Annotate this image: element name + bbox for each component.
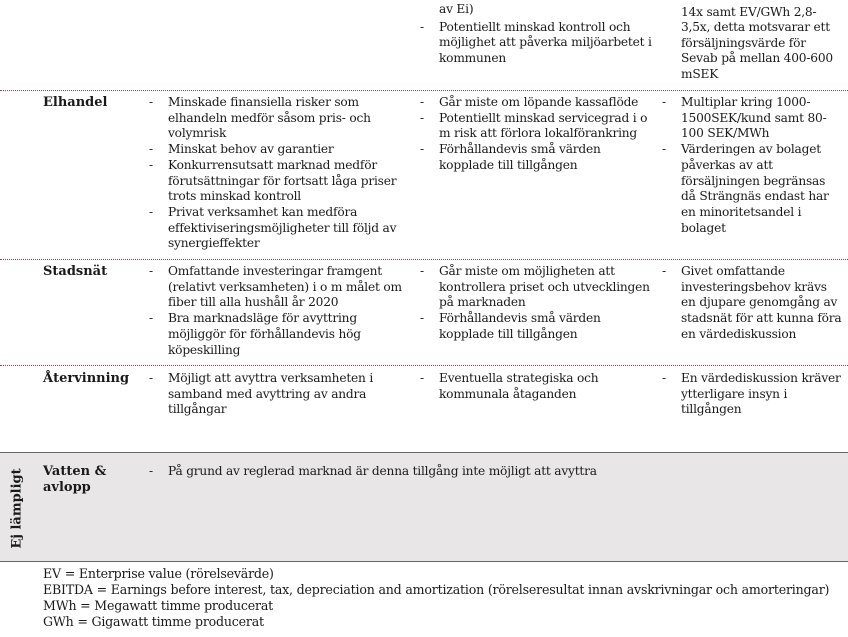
list-item: - Konkurrensutsatt marknad medför förutsättningar för fortsatt låga priser trots minskad kontroll <box>168 158 403 205</box>
footnote: EBITDA = Earnings before interest, tax, depreciation and amortization (rörelseresultat innan avskrivningar och amorteringar) <box>43 582 830 597</box>
row-separator <box>0 259 848 260</box>
list-item: - Potentiellt minskad servicegrad i o m risk att förlora lokalförankring <box>439 111 654 142</box>
footnotes <box>43 566 843 630</box>
list-item: - Möjligt att avyttra verksamheten i samband med avyttring av andra tillgångar <box>168 371 388 418</box>
list-item: - Går miste om löpande kassaflöde <box>439 95 654 111</box>
list-item: - Bra marknadsläge för avyttring möjliggör för förhållandevis hög köpeskilling <box>168 311 403 358</box>
elhandel-valuation <box>681 95 841 236</box>
vatten-avlopp-text <box>168 464 808 480</box>
top-partial-valuation: 14x samt EV/GWh 2,8-3,5x, detta motsvarar ett försäljningsvärde för Sevab på mellan 400-600 mSEK <box>681 5 833 81</box>
atervinning-disadvantages <box>439 371 629 402</box>
footnote: EV = Enterprise value (rörelsevärde) <box>43 566 274 581</box>
row-title-stadsnat: Stadsnät <box>43 264 108 279</box>
stadsnat-disadvantages <box>439 264 654 343</box>
elhandel-disadvantages <box>439 95 654 174</box>
row-title-atervinning: Återvinning <box>43 371 130 386</box>
list-item: - På grund av reglerad marknad är denna tillgång inte möjligt att avyttra <box>168 464 808 480</box>
list-item: - Givet omfattande investeringsbehov krävs en djupare genomgång av stadsnät för att kunna föra en värdediskussion <box>681 264 843 343</box>
top-partial-line: av Ei) <box>439 2 474 16</box>
title-line: avlopp <box>43 480 91 495</box>
row-separator <box>0 90 848 91</box>
elhandel-advantages <box>168 95 403 252</box>
row-title-elhandel: Elhandel <box>43 95 108 110</box>
atervinning-valuation <box>681 371 843 418</box>
list-item: - Omfattande investeringar framgent (relativt verksamheten) i o m målet om fiber till alla hushåll år 2020 <box>168 264 403 311</box>
top-partial-list <box>439 20 654 67</box>
list-item: - Eventuella strategiska och kommunala åtaganden <box>439 371 629 402</box>
row-title-vatten-avlopp <box>43 464 106 496</box>
list-item: - Minskat behov av garantier <box>168 142 403 158</box>
top-partial-col2 <box>439 2 654 67</box>
list-item: - Privat verksamhet kan medföra effektiviseringsmöjligheter till följd av synergieffekter <box>168 205 403 252</box>
footnote: GWh = Gigawatt timme producerat <box>43 614 264 629</box>
list-item: - Förhållandevis små värden kopplade till tillgången <box>439 311 654 342</box>
list-item: - Går miste om möjligheten att kontrollera priset och utvecklingen på marknaden <box>439 264 654 311</box>
list-item: - En värdediskussion kräver ytterligare insyn i tillgången <box>681 371 843 418</box>
list-item: - Värderingen av bolaget påverkas av att försäljningen begränsas då Strängnäs endast har en minoritetsandel i bolaget <box>681 142 841 236</box>
list-item: - Minskade finansiella risker som elhandeln medför såsom pris- och volymrisk <box>168 95 403 142</box>
section-divider <box>0 561 848 562</box>
list-item: - Potentiellt minskad kontroll och möjlighet att påverka miljöarbetet i kommunen <box>439 20 654 67</box>
top-partial-col3 <box>681 5 843 82</box>
list-item: - Förhållandevis små värden kopplade till tillgången <box>439 142 654 173</box>
atervinning-advantages <box>168 371 388 418</box>
unsuitable-side-label <box>5 458 29 558</box>
list-item: - Multiplar kring 1000-1500SEK/kund samt 80-100 SEK/MWh <box>681 95 841 142</box>
footnote: MWh = Megawatt timme producerat <box>43 598 274 613</box>
title-line: Vatten & <box>43 464 107 479</box>
side-label-text: Ej lämpligt <box>9 467 25 549</box>
stadsnat-advantages <box>168 264 403 358</box>
row-separator <box>0 365 848 366</box>
stadsnat-valuation <box>681 264 843 343</box>
